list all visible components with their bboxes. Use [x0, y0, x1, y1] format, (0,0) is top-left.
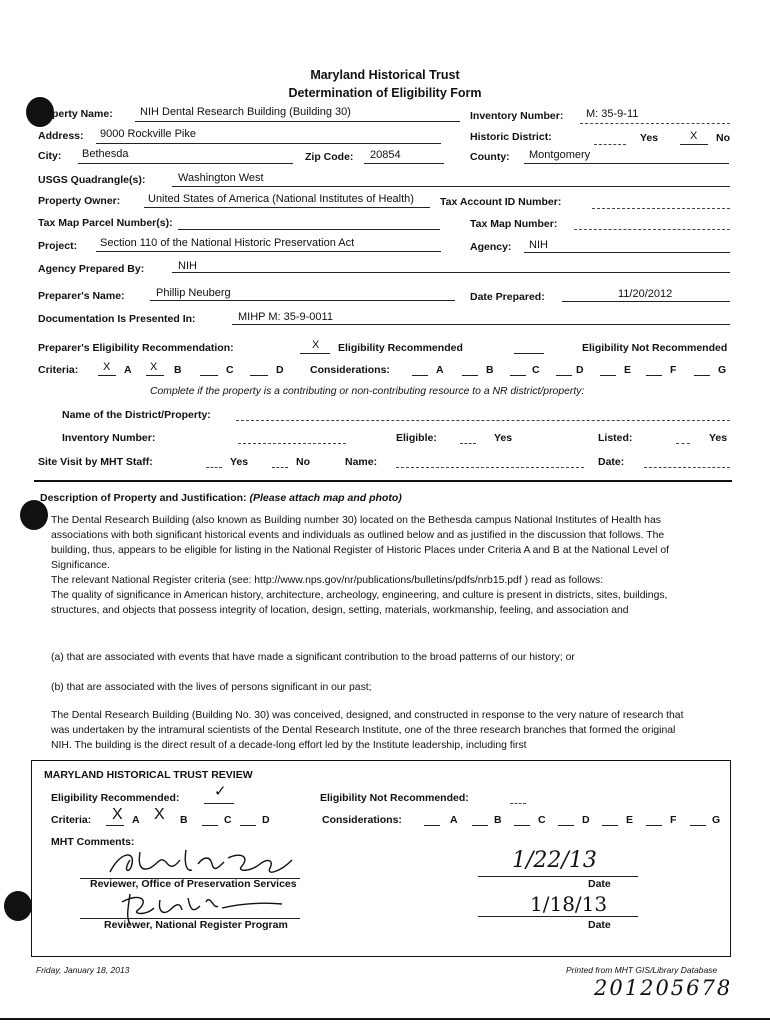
form-title: Maryland Historical Trust	[310, 68, 460, 82]
historic-district-label: Historic District:	[470, 131, 552, 143]
site-visit-name-label: Name:	[345, 456, 378, 468]
consideration-e: E	[624, 364, 632, 376]
property-name-value: NIH Dental Research Building (Building 30)	[140, 106, 351, 118]
tax-parcel-label: Tax Map Parcel Number(s):	[38, 217, 173, 229]
consideration-f: F	[670, 364, 677, 376]
tax-map-label: Tax Map Number:	[470, 218, 558, 230]
owner-value: United States of America (National Institutes of Health)	[148, 193, 414, 205]
review-criteria-a: A	[132, 814, 140, 826]
description-heading-text: Description of Property and Justification:	[40, 492, 247, 504]
site-visit-date-label: Date:	[598, 456, 625, 468]
owner-label: Property Owner:	[38, 195, 121, 207]
review-consideration-e: E	[626, 814, 634, 826]
footer-date: Friday, January 18, 2013	[36, 965, 130, 975]
eligible-yes: Yes	[494, 432, 513, 444]
reviewer1-date-label: Date	[588, 878, 611, 890]
documentation-label: Documentation Is Presented In:	[38, 313, 196, 325]
site-visit-no: No	[296, 456, 310, 468]
consideration-a: A	[436, 364, 444, 376]
property-name-label: perty Name:	[52, 108, 113, 120]
address-value: 9000 Rockville Pike	[100, 128, 196, 140]
review-consideration-a: A	[450, 814, 458, 826]
review-criteria-label: Criteria:	[51, 814, 92, 826]
documentation-value: MIHP M: 35-9-0011	[238, 311, 333, 323]
historic-district-yes: Yes	[640, 132, 659, 144]
county-label: County:	[470, 151, 510, 163]
preparer-value: Phillip Neuberg	[156, 287, 231, 299]
zip-value: 20854	[370, 149, 401, 161]
considerations-label: Considerations:	[310, 364, 390, 376]
preparer-recommendation-label: Preparer's Eligibility Recommendation:	[38, 342, 234, 354]
site-visit-yes: Yes	[230, 456, 249, 468]
reviewer1-label: Reviewer, Office of Preservation Services	[90, 878, 297, 890]
criteria-c: C	[226, 364, 234, 376]
preparer-label: Preparer's Name:	[38, 290, 125, 302]
punch-hole-bottom	[4, 891, 32, 921]
inventory-number-label: Inventory Number:	[470, 110, 564, 122]
contributing-note: Complete if the property is a contributing or non-contributing resource to a NR district/property:	[150, 386, 585, 397]
form-subtitle: Determination of Eligibility Form	[288, 86, 482, 100]
criteria-b-x: X	[150, 361, 158, 373]
reviewer2-date: 1/18/13	[530, 892, 608, 916]
description-paragraph-3: The quality of significance in American history, architecture, archeology, engineering, and culture is present in districts, sites, buildings, structures, and objects that possess integrity of location, design, setting, materials, workmanship, feeling, and association and	[51, 590, 668, 616]
review-criteria-d: D	[262, 814, 270, 826]
eligible-label: Eligible:	[396, 432, 437, 444]
reviewer1-signature	[100, 842, 300, 880]
criteria-a-x: X	[103, 361, 111, 373]
consideration-g: G	[718, 364, 727, 376]
district-name-label: Name of the District/Property:	[62, 409, 211, 421]
criteria-d: D	[276, 364, 284, 376]
agency-prepared-value: NIH	[178, 260, 197, 272]
review-heading: MARYLAND HISTORICAL TRUST REVIEW	[44, 769, 253, 781]
description-paragraph-2: The relevant National Register criteria (see: http://www.nps.gov/nr/publications/bulletins/pdfs/nrb15.pdf ) read as follows:	[51, 575, 604, 586]
county-value: Montgomery	[529, 149, 591, 161]
date-prepared-label: Date Prepared:	[470, 291, 545, 303]
agency-label: Agency:	[470, 241, 512, 253]
historic-district-x: X	[690, 130, 698, 142]
description-paragraph-4: The Dental Research Building (Building No. 30) was conceived, designed, and constructed in response to the very nature of research that was undertaken by the intramural scientists of the Dental Research Institute, one of the three research branches that formed the original NIH. The building is the direct result of a decade-long effort led by the Institute leadership, including first	[51, 710, 684, 751]
zip-label: Zip Code:	[305, 151, 354, 163]
usgs-value: Washington West	[178, 172, 264, 184]
review-criteria-b: B	[180, 814, 188, 826]
city-label: City:	[38, 150, 62, 162]
consideration-c: C	[532, 364, 540, 376]
project-value: Section 110 of the National Historic Preservation Act	[100, 237, 355, 249]
consideration-d: D	[576, 364, 584, 376]
city-value: Bethesda	[82, 148, 129, 160]
eligibility-recommended-label: Eligibility Recommended	[338, 342, 463, 354]
handwritten-number: 201205678	[594, 976, 733, 1000]
review-eligibility-not-recommended-label: Eligibility Not Recommended:	[320, 792, 469, 804]
reviewer1-date: 1/22/13	[512, 848, 597, 873]
date-prepared-value: 11/20/2012	[618, 288, 673, 300]
review-consideration-d: D	[582, 814, 590, 826]
historic-district-no: No	[716, 132, 730, 144]
punch-hole-top	[26, 97, 54, 127]
site-visit-label: Site Visit by MHT Staff:	[38, 456, 153, 468]
agency-value: NIH	[529, 239, 548, 251]
review-consideration-g: G	[712, 814, 721, 826]
review-consideration-b: B	[494, 814, 502, 826]
eligibility-not-recommended-label: Eligibility Not Recommended	[582, 342, 728, 354]
description-heading-note: (Please attach map and photo)	[249, 492, 402, 504]
reviewer2-label: Reviewer, National Register Program	[104, 919, 288, 931]
review-consideration-f: F	[670, 814, 677, 826]
usgs-label: USGS Quadrangle(s):	[38, 174, 146, 186]
review-criteria-b-x: X	[154, 806, 165, 823]
consideration-b: B	[486, 364, 494, 376]
criteria-b: B	[174, 364, 182, 376]
listed-yes: Yes	[709, 432, 728, 444]
address-label: Address:	[38, 130, 84, 142]
listed-label: Listed:	[598, 432, 633, 444]
agency-prepared-label: Agency Prepared By:	[38, 263, 145, 275]
description-paragraph-1: The Dental Research Building (also known as Building number 30) located on the Bethesda campus National Institutes of Health has associations with both significant historical events and individuals as outlined below and as justified in the discussion that follows. The building, thus, appears to be eligible for listing in the National Register of Historic Places under Criteria A and B at the National Level of Significance.	[51, 515, 670, 571]
review-consideration-c: C	[538, 814, 546, 826]
criterion-a-text: (a) that are associated with events that have made a significant contribution to the broad patterns of our history; or	[51, 652, 575, 663]
inventory-number-value: M: 35-9-11	[586, 108, 639, 120]
review-considerations-label: Considerations:	[322, 814, 402, 826]
tax-account-label: Tax Account ID Number:	[440, 196, 562, 208]
district-inventory-label: Inventory Number:	[62, 432, 156, 444]
recommended-x-mark: X	[312, 339, 320, 351]
review-criteria-c: C	[224, 814, 232, 826]
description-heading	[40, 492, 402, 504]
punch-hole-middle	[20, 500, 48, 530]
project-label: Project:	[38, 240, 78, 252]
review-eligibility-recommended-label: Eligibility Recommended:	[51, 792, 180, 804]
review-check-mark: ✓	[214, 783, 227, 800]
mht-comments-label: MHT Comments:	[51, 836, 135, 848]
criteria-label: Criteria:	[38, 364, 79, 376]
criterion-b-text: (b) that are associated with the lives of persons significant in our past;	[51, 682, 372, 693]
footer-printed-from: Printed from MHT GIS/Library Database	[566, 965, 718, 975]
criteria-a: A	[124, 364, 132, 376]
review-criteria-a-x: X	[112, 806, 123, 823]
reviewer2-date-label: Date	[588, 919, 611, 931]
